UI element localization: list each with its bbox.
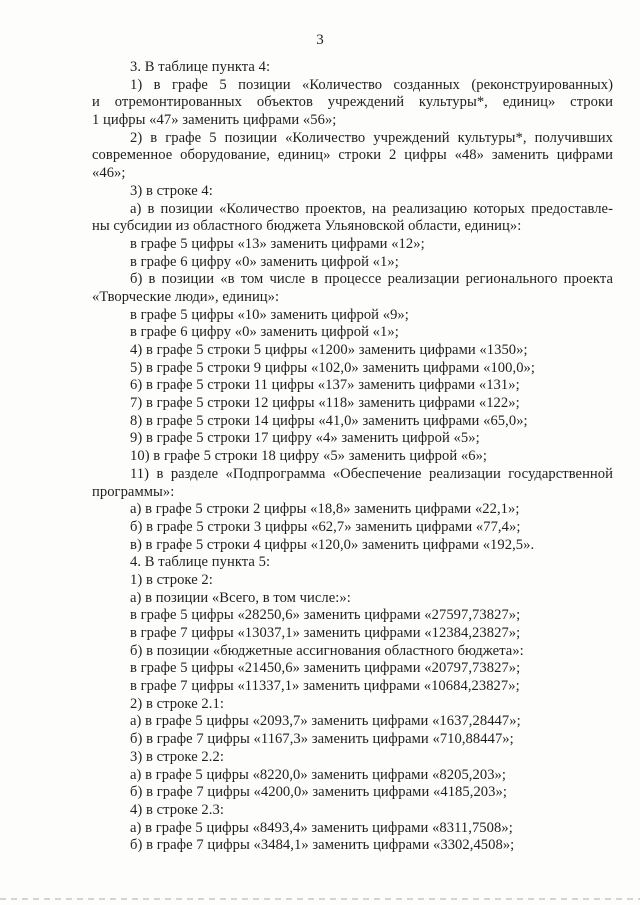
text-line: в графе 6 цифру «0» заменить цифрой «1»; <box>130 324 399 341</box>
text-line: в графе 5 цифры «13» заменить цифрами «12»; <box>130 235 425 252</box>
text-line: а) в графе 5 цифры «2093,7» заменить цифрами «1637,28447»; <box>130 713 521 730</box>
text-line: а) в графе 5 цифры «8493,4» заменить цифрами «8311,7508»; <box>130 819 513 836</box>
text-line: 11) в разделе «Подпрограмма «Обеспечение реализации государственной <box>130 465 613 482</box>
text-line: в графе 6 цифру «0» заменить цифрой «1»; <box>130 253 399 270</box>
text-line: «Творческие люди», единиц»: <box>92 288 280 305</box>
text-line: а) в позиции «Всего, в том числе:»: <box>130 589 351 606</box>
document-body <box>0 59 640 855</box>
text-line: 2) в строке 2.1: <box>130 695 224 712</box>
text-line: 4. В таблице пункта 5: <box>130 554 271 571</box>
text-line: в графе 5 цифры «28250,6» заменить цифрами «27597,73827»; <box>130 607 521 624</box>
text-line: б) в графе 7 цифры «4200,0» заменить цифрами «4185,203»; <box>130 784 507 801</box>
text-line: б) в позиции «бюджетные ассигнования областного бюджета»: <box>130 642 524 659</box>
text-line: б) в позиции «в том числе в процессе реализации регионального проекта <box>130 271 613 288</box>
scan-edge-divider <box>0 898 640 900</box>
text-line: 1) в строке 2: <box>130 571 213 588</box>
text-line: 8) в графе 5 строки 14 цифры «41,0» заменить цифрами «65,0»; <box>130 412 528 429</box>
text-line: 3. В таблице пункта 4: <box>130 59 271 75</box>
text-line: 3) в строке 2.2: <box>130 748 224 765</box>
text-line: 1) в графе 5 позиции «Количество созданных (реконструированных) <box>130 76 613 93</box>
text-line: ны субсидии из областного бюджета Ульяновской области, единиц»: <box>92 218 522 235</box>
text-line: б) в графе 5 строки 3 цифры «62,7» заменить цифрами «77,4»; <box>130 518 521 535</box>
text-line: б) в графе 7 цифры «1167,3» заменить цифрами «710,88447»; <box>130 731 514 748</box>
text-line: 2) в графе 5 позиции «Количество учреждений культуры*, получивших <box>130 129 613 146</box>
text-line: а) в позиции «Количество проектов, на реализацию которых предоставле- <box>130 200 613 217</box>
text-line: в графе 7 цифры «13037,1» заменить цифрами «12384,23827»; <box>130 625 521 641</box>
text-line: в графе 7 цифры «11337,1» заменить цифрами «10684,23827»; <box>130 678 520 695</box>
text-line: а) в графе 5 цифры «8220,0» заменить цифрами «8205,203»; <box>130 766 506 783</box>
text-line: 7) в графе 5 строки 12 цифры «118» заменить цифрами «122»; <box>130 395 520 412</box>
text-line: в графе 5 цифры «21450,6» заменить цифрами «20797,73827»; <box>130 660 521 677</box>
text-line: «46»; <box>92 165 126 182</box>
text-line: 1 цифры «47» заменить цифрами «56»; <box>92 112 337 129</box>
text-line: 4) в строке 2.3: <box>130 801 224 818</box>
text-line: а) в графе 5 строки 2 цифры «18,8» заменить цифрами «22,1»; <box>130 501 520 518</box>
text-line: 5) в графе 5 строки 9 цифры «102,0» заменить цифрами «100,0»; <box>130 359 535 376</box>
text-line: в графе 5 цифры «10» заменить цифрой «9»; <box>130 306 409 323</box>
text-line: современное оборудование, единиц» строки 2 цифры «48» заменить цифрами <box>92 147 613 164</box>
page-number: 3 <box>316 32 324 48</box>
text-line: программы»: <box>92 483 175 500</box>
text-line: и отремонтированных объектов учреждений культуры*, единиц» строки <box>92 94 613 111</box>
text-line: в) в графе 5 строки 4 цифры «120,0» заменить цифрами «192,5». <box>130 536 535 553</box>
text-line: 10) в графе 5 строки 18 цифру «5» заменить цифрой «6»; <box>130 448 488 465</box>
text-line: 9) в графе 5 строки 17 цифру «4» заменить цифрой «5»; <box>130 430 480 447</box>
text-line: 4) в графе 5 строки 5 цифры «1200» заменить цифрами «1350»; <box>130 342 528 358</box>
text-line: б) в графе 7 цифры «3484,1» заменить цифрами «3302,4508»; <box>130 837 515 854</box>
text-line: 3) в строке 4: <box>130 182 213 199</box>
text-line: 6) в графе 5 строки 11 цифры «137» заменить цифрами «131»; <box>130 377 520 394</box>
